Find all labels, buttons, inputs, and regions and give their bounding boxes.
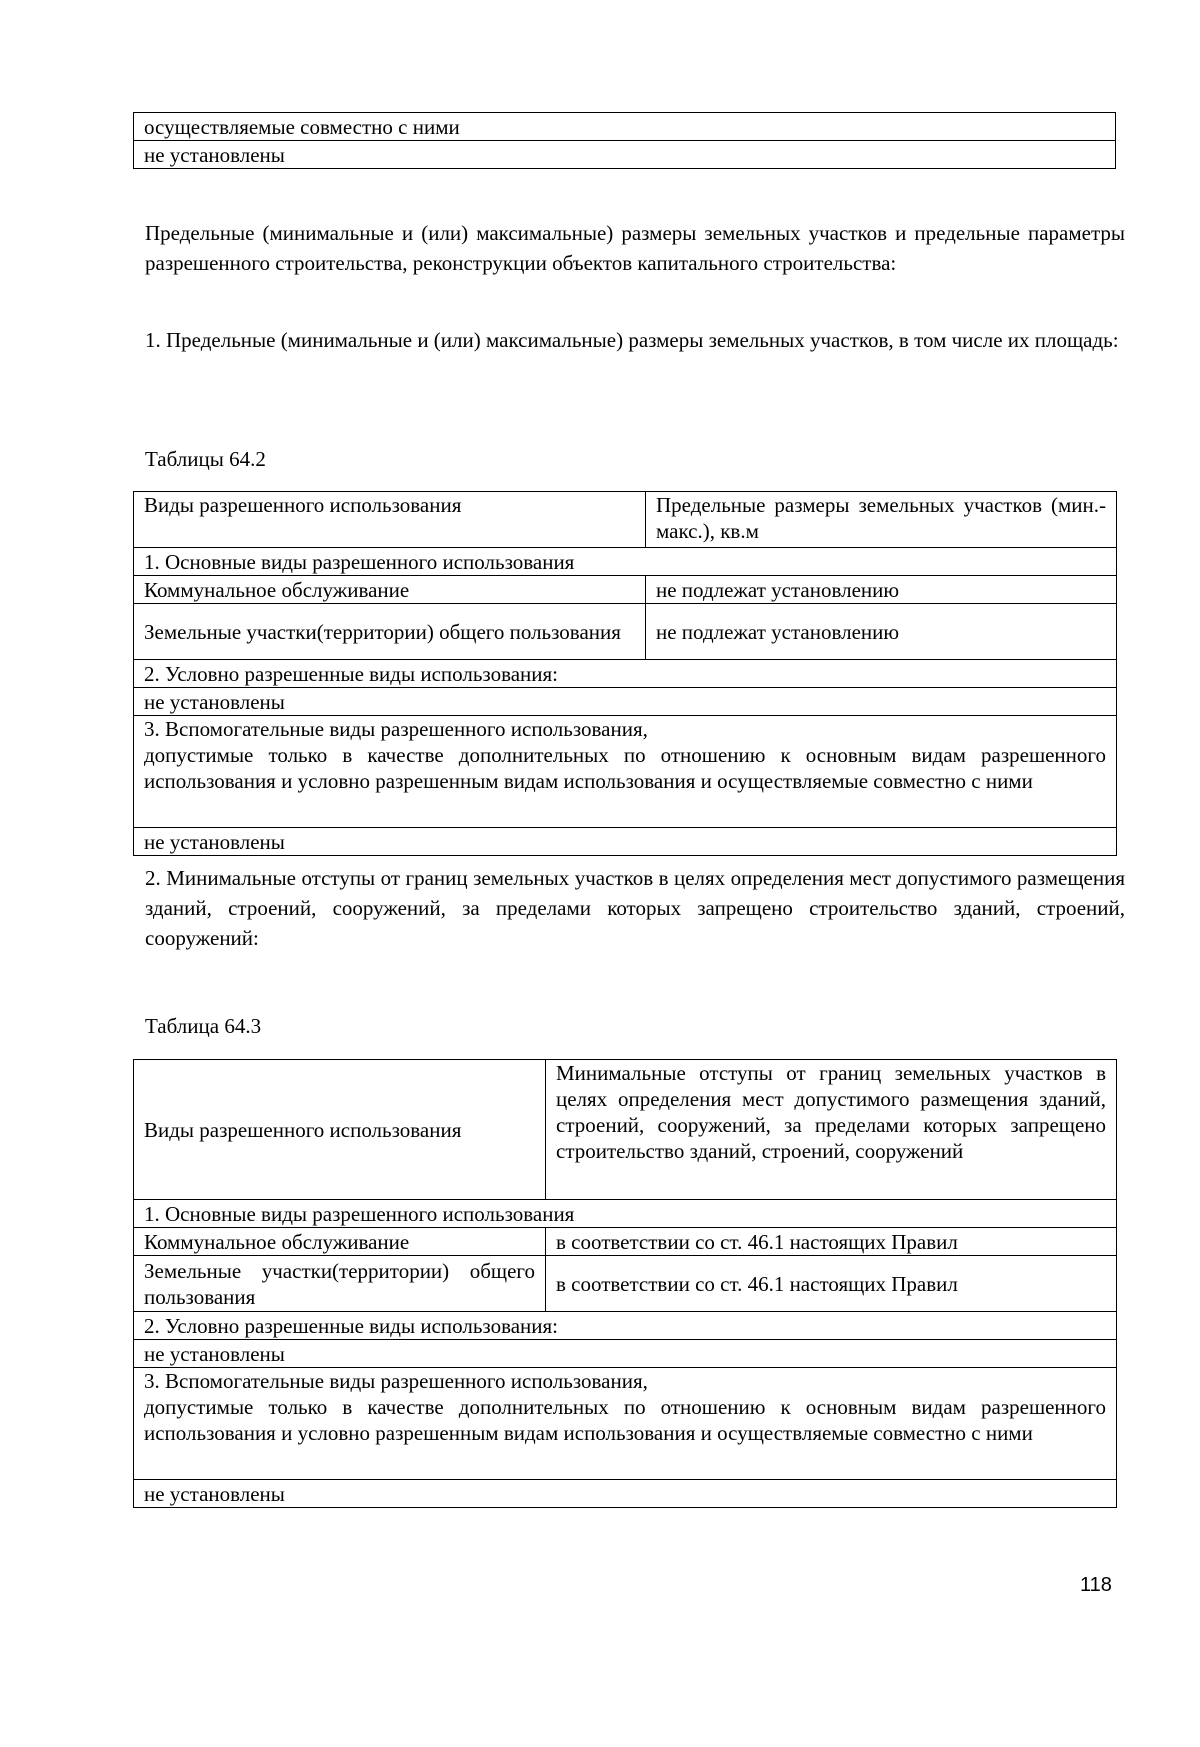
table-64-3-section2: 2. Условно разрешенные виды использования: — [134, 1312, 1117, 1340]
table-64-3-header-col2: Минимальные отступы от границ земельных участков в целях определения мест допустимого размещения зданий, строений, сооружений, за пределами которых запрещено строительство зданий, строений, сооружений — [546, 1060, 1117, 1200]
table-64-2-section2: 2. Условно разрешенные виды использования: — [134, 660, 1117, 688]
paragraph-2: 2. Минимальные отступы от границ земельных участков в целях определения мест допустимого размещения зданий, строений, сооружений, за пределами которых запрещено строительство зданий, строений, сооружений: — [145, 866, 1125, 950]
table-64-3-row2-col1: Земельные участки(территории) общего пользования — [134, 1256, 546, 1312]
table-64-3-row1-col1: Коммунальное обслуживание — [134, 1228, 546, 1256]
continuation-table — [133, 112, 1116, 169]
table-64-2-section1: 1. Основные виды разрешенного использования — [134, 548, 1117, 576]
table-64-3-section1: 1. Основные виды разрешенного использования — [134, 1200, 1117, 1228]
intro-paragraph-1: Предельные (минимальные и (или) максимальные) размеры земельных участков и предельные параметры разрешенного строительства, реконструкции объектов капитального строительства: — [145, 221, 1125, 275]
table-64-2 — [133, 491, 1117, 856]
table-64-2-row1-col1: Коммунальное обслуживание — [134, 576, 646, 604]
table-64-3-header-col1: Виды разрешенного использования — [134, 1060, 546, 1200]
intro-paragraph-2: 1. Предельные (минимальные и (или) максимальные) размеры земельных участков, в том числе их площадь: — [145, 328, 1119, 352]
table-64-2-header-col1: Виды разрешенного использования — [134, 492, 646, 548]
table-64-2-section3-value: не установлены — [134, 828, 1117, 856]
table-64-3-section3-title: 3. Вспомогательные виды разрешенного использования, — [144, 1369, 648, 1393]
table-64-3 — [133, 1059, 1117, 1508]
table-64-3-section3-text: допустимые только в качестве дополнительных по отношению к основным видам разрешенного использования и условно разрешенным видам использования и осуществляемые совместно с ними — [144, 1395, 1106, 1445]
table-64-3-section3-value: не установлены — [134, 1480, 1117, 1508]
table-64-2-section3-title: 3. Вспомогательные виды разрешенного использования, — [144, 717, 648, 741]
page-number: 118 — [1080, 1574, 1112, 1596]
table-64-3-caption: Таблица 64.3 — [145, 1014, 262, 1038]
continuation-row-text: осуществляемые совместно с ними — [134, 113, 1116, 141]
table-64-2-section3 — [134, 716, 1117, 828]
table-64-3-row1-col2: в соответствии со ст. 46.1 настоящих Правил — [546, 1228, 1117, 1256]
table-64-2-row2-col1: Земельные участки(территории) общего пользования — [134, 604, 646, 660]
table-64-3-row2-col2: в соответствии со ст. 46.1 настоящих Правил — [546, 1256, 1117, 1312]
table-64-2-section3-text: допустимые только в качестве дополнительных по отношению к основным видам разрешенного использования и условно разрешенным видам использования и осуществляемые совместно с ними — [144, 743, 1106, 793]
continuation-row-value: не установлены — [134, 141, 1116, 169]
table-64-2-row1-col2: не подлежат установлению — [646, 576, 1117, 604]
table-64-3-section2-value: не установлены — [134, 1340, 1117, 1368]
table-64-2-caption: Таблицы 64.2 — [145, 447, 266, 471]
table-64-2-section2-value: не установлены — [134, 688, 1117, 716]
table-64-3-section3 — [134, 1368, 1117, 1480]
table-64-2-header-col2: Предельные размеры земельных участков (мин.-макс.), кв.м — [646, 492, 1117, 548]
table-64-2-row2-col2: не подлежат установлению — [646, 604, 1117, 660]
